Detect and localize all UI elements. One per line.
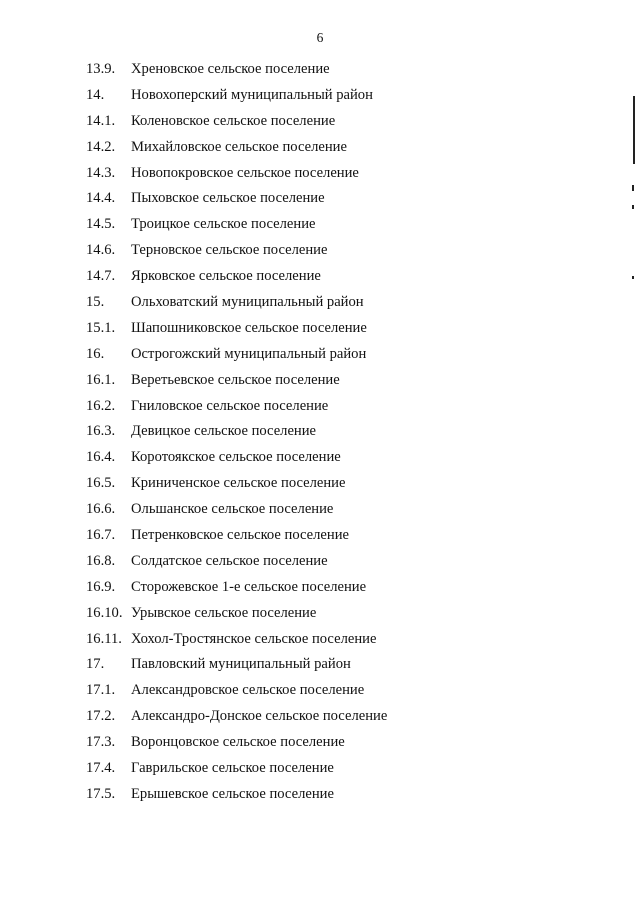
list-item	[0, 603, 640, 629]
item-number: 14.	[86, 86, 105, 103]
item-number: 16.10.	[86, 604, 123, 621]
list-item	[0, 111, 640, 137]
item-number: 14.2.	[86, 138, 116, 155]
item-number: 17.	[86, 656, 105, 673]
scan-edge-mark	[632, 276, 634, 279]
item-name: Хохол-Тростянское сельское поселение	[131, 630, 377, 647]
item-name: Ольховатский муниципальный район	[131, 294, 364, 311]
item-number: 17.1.	[86, 682, 116, 699]
item-number: 14.7.	[86, 268, 116, 285]
item-number: 16.8.	[86, 552, 116, 569]
item-name: Петренковское сельское поселение	[131, 527, 349, 544]
item-name: Воронцовское сельское поселение	[131, 734, 345, 751]
item-name: Новохоперский муниципальный район	[131, 86, 373, 103]
list-item	[0, 344, 640, 370]
list-item	[0, 266, 640, 292]
item-number: 16.9.	[86, 578, 116, 595]
list-item	[0, 292, 640, 318]
item-name: Шапошниковское сельское поселение	[131, 319, 367, 336]
item-name: Веретьевское сельское поселение	[131, 371, 340, 388]
item-name: Александровское сельское поселение	[131, 682, 365, 699]
item-name: Хреновское сельское поселение	[131, 61, 330, 77]
item-name: Павловский муниципальный район	[131, 656, 351, 673]
item-name: Коротоякское сельское поселение	[131, 449, 341, 466]
list-item	[0, 629, 640, 655]
item-name: Гаврильское сельское поселение	[131, 760, 334, 777]
list-item	[0, 732, 640, 758]
scan-edge-mark	[633, 96, 635, 164]
list-item	[0, 447, 640, 473]
list-item	[0, 214, 640, 240]
list-item	[0, 577, 640, 603]
item-number: 17.2.	[86, 708, 116, 725]
item-name: Острогожский муниципальный район	[131, 345, 367, 362]
list-item	[0, 706, 640, 732]
item-number: 15.1.	[86, 319, 116, 336]
item-number: 16.	[86, 345, 105, 362]
scan-edge-mark	[632, 185, 634, 191]
item-name: Александро-Донское сельское поселение	[131, 708, 388, 725]
item-number: 17.3.	[86, 734, 116, 751]
item-number: 16.3.	[86, 423, 116, 440]
list-item	[0, 163, 640, 189]
item-number: 14.6.	[86, 242, 116, 259]
list-item	[0, 85, 640, 111]
list-item	[0, 137, 640, 163]
settlement-list	[0, 59, 640, 810]
item-number: 16.5.	[86, 475, 116, 492]
list-item	[0, 188, 640, 214]
list-item	[0, 680, 640, 706]
item-name: Троицкое сельское поселение	[131, 216, 316, 233]
item-name: Девицкое сельское поселение	[131, 423, 317, 440]
item-name: Коленовское сельское поселение	[131, 112, 336, 129]
item-name: Солдатское сельское поселение	[131, 552, 328, 569]
list-item	[0, 654, 640, 680]
item-name: Ольшанское сельское поселение	[131, 501, 334, 518]
item-name: Новопокровское сельское поселение	[131, 164, 359, 181]
item-number: 16.1.	[86, 371, 116, 388]
item-name: Ярковское сельское поселение	[131, 268, 321, 285]
item-number: 16.2.	[86, 397, 116, 414]
item-name: Терновское сельское поселение	[131, 242, 328, 259]
list-item	[0, 240, 640, 266]
list-item	[0, 551, 640, 577]
item-number: 17.4.	[86, 760, 116, 777]
item-name: Сторожевское 1-е сельское поселение	[131, 578, 367, 595]
item-name: Урывское сельское поселение	[131, 604, 317, 621]
list-item	[0, 499, 640, 525]
item-number: 14.5.	[86, 216, 116, 233]
item-number: 15.	[86, 294, 105, 311]
list-item	[0, 525, 640, 551]
list-item	[0, 784, 640, 810]
item-number: 17.5.	[86, 785, 116, 802]
scan-edge-mark	[632, 205, 634, 209]
item-number: 13.9.	[86, 61, 116, 77]
item-number: 16.4.	[86, 449, 116, 466]
list-item	[0, 421, 640, 447]
item-number: 14.3.	[86, 164, 116, 181]
item-name: Пыховское сельское поселение	[131, 190, 325, 207]
list-item	[0, 396, 640, 422]
list-item	[0, 59, 640, 85]
item-name: Ерышевское сельское поселение	[131, 785, 334, 802]
item-number: 14.1.	[86, 112, 116, 129]
item-number: 14.4.	[86, 190, 116, 207]
item-name: Криниченское сельское поселение	[131, 475, 346, 492]
item-number: 16.7.	[86, 527, 116, 544]
item-number: 16.6.	[86, 501, 116, 518]
list-item	[0, 370, 640, 396]
list-item	[0, 758, 640, 784]
item-number: 16.11.	[86, 630, 122, 647]
page-number: 6	[316, 30, 324, 45]
item-name: Гниловское сельское поселение	[131, 397, 329, 414]
list-item	[0, 473, 640, 499]
item-name: Михайловское сельское поселение	[131, 138, 347, 155]
list-item	[0, 318, 640, 344]
